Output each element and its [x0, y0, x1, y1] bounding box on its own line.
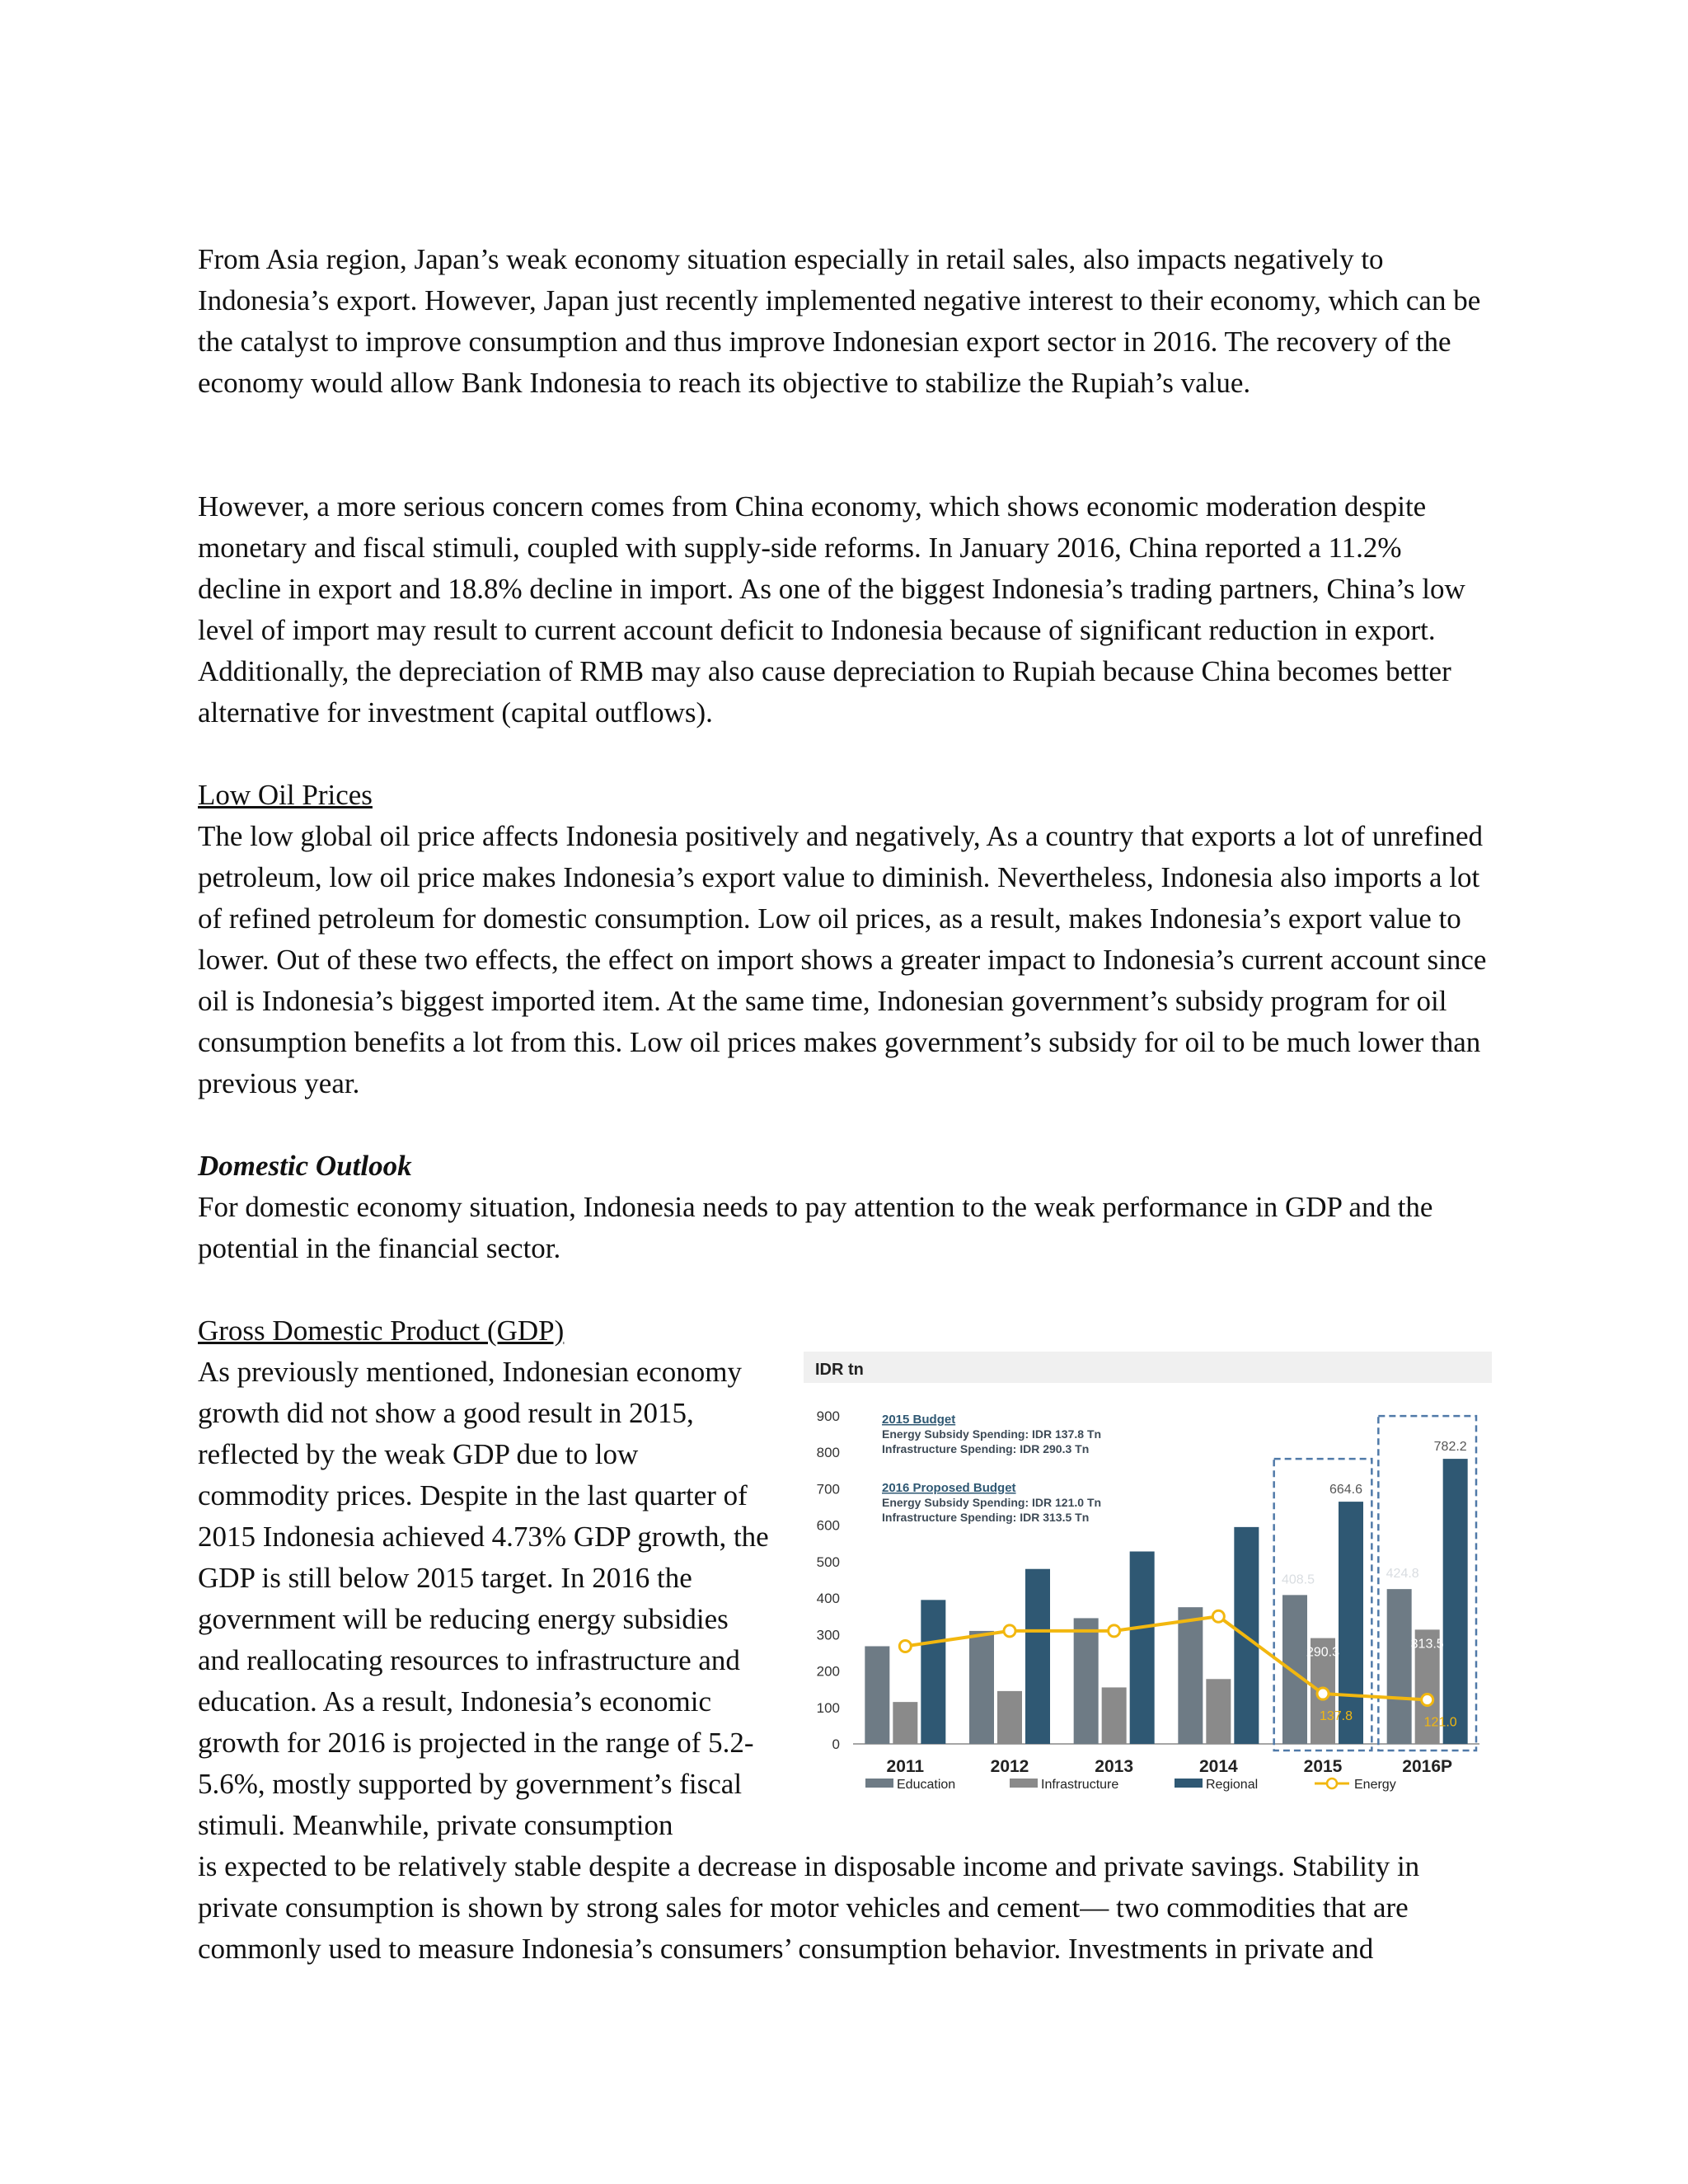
bar-education-2013 — [1074, 1618, 1099, 1744]
heading-gdp: Gross Domestic Product (GDP) — [198, 1315, 565, 1347]
bar-education-2015 — [1282, 1595, 1307, 1744]
paragraph-gdp-part2: is expected to be relatively stable despite a decrease in disposable income and private savings. Stability in private consumption is shown by strong sales for motor vehicles and cement— two commodities that are commonly used to measure Indonesia’s consumers’ consumption behavior. Investments in private and — [198, 1850, 1420, 1965]
data-label-infrastructure-2016p: 313.5 — [1410, 1637, 1444, 1652]
y-tick-label-100: 100 — [816, 1699, 840, 1716]
data-label-education-2015: 408.5 — [1281, 1572, 1315, 1587]
paragraph-domestic-outlook: For domestic economy situation, Indonesia needs to pay attention to the weak performance in GDP and the potential in the financial sector. — [198, 1191, 1433, 1264]
paragraph-low-oil-prices: The low global oil price affects Indonesia positively and negatively, As a country that exports a lot of unrefined petroleum, low oil price makes Indonesia’s export value to diminish. Nevertheless, Indonesia also imports a lot of refined petroleum for domestic consumption. Low oil prices, as a result, makes Indonesia’s export value to lower. Out of these two effects, the effect on import shows a greater impact to Indonesia’s current account since oil is Indonesia’s biggest imported item. At the same time, Indonesian government’s subsidy program for oil consumption benefits a lot from this. Low oil prices makes government’s subsidy for oil to be much lower than previous year. — [198, 820, 1487, 1099]
y-tick-label-400: 400 — [816, 1591, 840, 1607]
bar-education-2012 — [969, 1631, 994, 1744]
chart-header-band — [804, 1352, 1492, 1383]
annotation-2015-energy: Energy Subsidy Spending: IDR 137.8 Tn — [882, 1427, 1102, 1441]
bar-education-2016p — [1387, 1589, 1412, 1744]
point-energy-2015 — [1317, 1688, 1329, 1699]
x-tick-label-2011: 2011 — [886, 1757, 925, 1776]
bar-infrastructure-2011 — [893, 1702, 917, 1744]
heading-domestic-outlook: Domestic Outlook — [198, 1150, 412, 1182]
point-energy-2011 — [899, 1640, 911, 1652]
annotation-2015-title: 2015 Budget — [882, 1413, 956, 1427]
budget-chart — [804, 1352, 1492, 1805]
point-energy-2016p — [1422, 1694, 1433, 1705]
y-tick-label-900: 900 — [816, 1408, 840, 1424]
legend-label-energy: Energy — [1354, 1778, 1396, 1792]
bar-regional-2011 — [921, 1600, 945, 1744]
legend-label-regional: Regional — [1206, 1778, 1259, 1792]
x-tick-label-2015: 2015 — [1303, 1757, 1343, 1776]
budget-chart-svg — [804, 1352, 1492, 1805]
paragraph-gdp-part1: As previously mentioned, Indonesian economy growth did not show a good result in 2015, reflected by the weak GDP due to low commodity prices. Despite in the last quarter of 2015 Indonesia achieved 4.73% GDP growth, the GDP is still below 2015 target. In 2016 the government will be reducing energy subsidies and reallocating resources to infrastructure and education. As a result, Indonesia’s economic growth for 2016 is projected in the range of 5.2-5.6%, mostly supported by government’s fiscal stimuli. Meanwhile, private consumption — [198, 1356, 769, 1841]
y-tick-label-0: 0 — [832, 1736, 840, 1752]
legend-swatch-education — [865, 1779, 893, 1788]
paragraph-japan-economy: From Asia region, Japan’s weak economy situation especially in retail sales, also impacts negatively to Indonesia’s export. However, Japan just recently implemented negative interest to their economy, which can be the catalyst to improve consumption and thus improve Indonesian export sector in 2016. The recovery of the economy would allow Bank Indonesia to reach its objective to stabilize the Rupiah’s value. — [198, 243, 1481, 399]
x-tick-label-2016p: 2016P — [1402, 1757, 1453, 1776]
data-label-education-2016p: 424.8 — [1386, 1567, 1419, 1582]
data-label-regional-2016p: 782.2 — [1433, 1440, 1467, 1455]
y-tick-label-800: 800 — [816, 1445, 840, 1461]
annotation-2016-energy: Energy Subsidy Spending: IDR 121.0 Tn — [882, 1496, 1102, 1509]
bar-regional-2016p — [1443, 1459, 1468, 1744]
bar-education-2011 — [865, 1646, 889, 1744]
y-tick-label-200: 200 — [816, 1663, 840, 1680]
legend-marker-energy — [1327, 1779, 1337, 1788]
y-tick-label-600: 600 — [816, 1517, 840, 1534]
bar-regional-2013 — [1130, 1552, 1155, 1744]
bar-infrastructure-2012 — [997, 1691, 1022, 1744]
legend-swatch-regional — [1175, 1779, 1203, 1788]
legend-label-infrastructure: Infrastructure — [1041, 1778, 1119, 1792]
bar-infrastructure-2014 — [1206, 1679, 1231, 1744]
legend-label-education: Education — [897, 1778, 956, 1792]
data-label-energy-2015: 137.8 — [1319, 1709, 1353, 1724]
data-label-energy-2016p: 121.0 — [1423, 1715, 1457, 1730]
bar-education-2014 — [1178, 1607, 1203, 1744]
chart-y-unit-label: IDR tn — [815, 1361, 864, 1379]
legend-swatch-infrastructure — [1010, 1779, 1038, 1788]
bar-regional-2012 — [1025, 1569, 1050, 1744]
paragraph-china-economy: However, a more serious concern comes from China economy, which shows economic moderation despite monetary and fiscal stimuli, coupled with supply-side reforms. In January 2016, China reported a 11.2% decline in export and 18.8% decline in import. As one of the biggest Indonesia’s trading partners, China’s low level of import may result to current account deficit to Indonesia because of significant reduction in export. Additionally, the depreciation of RMB may also cause depreciation to Rupiah because China becomes better alternative for investment (capital outflows). — [198, 490, 1465, 729]
point-energy-2014 — [1212, 1610, 1224, 1622]
y-tick-label-300: 300 — [816, 1627, 840, 1643]
data-label-infrastructure-2015: 290.3 — [1306, 1645, 1340, 1660]
y-tick-label-700: 700 — [816, 1481, 840, 1497]
y-tick-label-500: 500 — [816, 1554, 840, 1570]
point-energy-2012 — [1004, 1625, 1015, 1637]
point-energy-2013 — [1109, 1625, 1120, 1637]
data-label-regional-2015: 664.6 — [1329, 1483, 1363, 1497]
annotation-2016-title: 2016 Proposed Budget — [882, 1481, 1016, 1495]
annotation-2015-infrastructure: Infrastructure Spending: IDR 290.3 Tn — [882, 1442, 1090, 1455]
bar-regional-2015 — [1339, 1502, 1363, 1744]
x-tick-label-2013: 2013 — [1095, 1757, 1134, 1776]
x-tick-label-2012: 2012 — [990, 1757, 1029, 1776]
x-tick-label-2014: 2014 — [1198, 1757, 1238, 1776]
bar-infrastructure-2013 — [1102, 1687, 1127, 1744]
heading-low-oil-prices: Low Oil Prices — [198, 779, 373, 811]
annotation-2016-infrastructure: Infrastructure Spending: IDR 313.5 Tn — [882, 1511, 1090, 1524]
